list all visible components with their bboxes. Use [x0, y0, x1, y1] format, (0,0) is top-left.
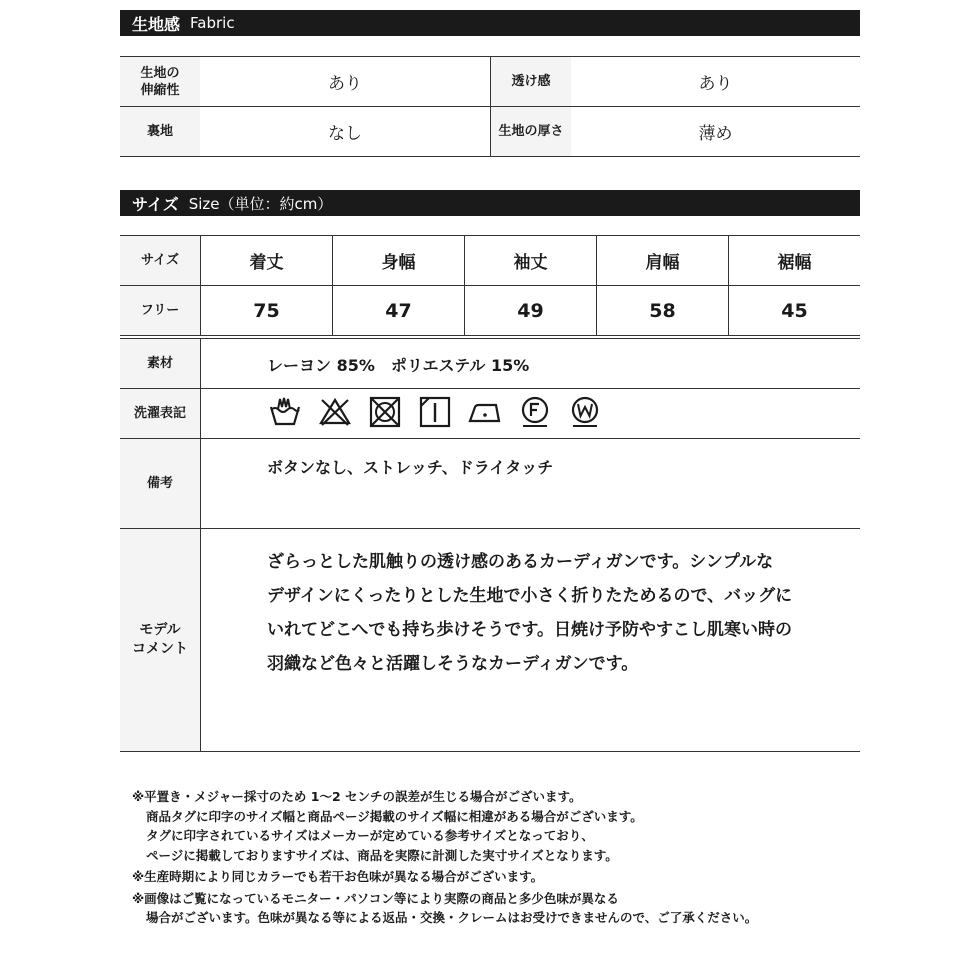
- size-value-width: 47: [385, 299, 412, 322]
- sheerness-value: あり: [698, 74, 733, 94]
- stretch-value: あり: [328, 74, 362, 94]
- disclaimer-line: ※生産時期により同じカラーでも若干お色味が異なる場合がございます。: [132, 869, 544, 884]
- size-title-en: Size（単位：約cm）: [188, 194, 333, 213]
- size-col-hem: 裾幅: [777, 253, 812, 273]
- size-col-length: 着丈: [249, 253, 284, 273]
- disclaimer-line: ※平置き・メジャー採寸のため 1〜2 センチの誤差が生じる場合がございます。: [132, 789, 582, 804]
- comment-line: いれてどこへでも持ち歩けそうです。日焼け予防やすこし肌寒い時の: [267, 620, 792, 640]
- no-bleach-icon: [318, 395, 352, 429]
- notes-label: 備考: [120, 439, 200, 528]
- disclaimer-line: タグに印字されているサイズはメーカーが定めている参考サイズとなっており、: [146, 828, 594, 843]
- comment-line: ざらっとした肌触りの透け感のあるカーディガンです。シンプルな: [267, 552, 774, 572]
- size-col-sleeve: 袖丈: [513, 253, 548, 273]
- sheerness-label: 透け感: [491, 57, 571, 106]
- hand-wash-icon: [268, 395, 302, 429]
- size-col-width: 身幅: [381, 253, 416, 273]
- notes-value: ボタンなし、ストレッチ、ドライタッチ: [267, 458, 554, 477]
- size-col-shoulder: 肩幅: [645, 253, 680, 273]
- disclaimer-line: ページに掲載しておりますサイズは、商品を実際に計測した実寸サイズとなります。: [146, 847, 618, 863]
- disclaimer-line: 場合がございます。色味が異なる等による返品・交換・クレームはお受けできませんので、ご了承ください。: [146, 910, 758, 925]
- line-dry-shade-icon: [418, 395, 452, 429]
- wet-clean-w-icon: [568, 395, 602, 429]
- size-row-label: フリー: [120, 286, 200, 335]
- no-tumble-dry-icon: [368, 395, 402, 429]
- iron-low-icon: [468, 395, 502, 429]
- material-value: レーヨン 85% ポリエステル 15%: [267, 356, 530, 375]
- lining-value: なし: [328, 124, 362, 144]
- comment-line: デザインにくったりとした生地で小さく折りたためるので、バッグに: [267, 586, 793, 606]
- disclaimer-notes: [132, 787, 757, 928]
- care-label: 洗濯表記: [120, 389, 200, 438]
- fabric-section-header: [120, 10, 860, 36]
- disclaimer-line: ※画像はご覧になっているモニター・パソコン等により実際の商品と多少色味が異なる: [132, 890, 619, 906]
- dry-clean-f-icon: [518, 395, 552, 429]
- size-value-sleeve: 49: [517, 299, 544, 322]
- disclaimer-line: 商品タグに印字のサイズ幅と商品ページ掲載のサイズ幅に相違がある場合がございます。: [146, 808, 643, 824]
- model-comment: [267, 545, 792, 681]
- thickness-label: 生地の厚さ: [491, 107, 571, 156]
- thickness-value: 薄め: [698, 124, 733, 144]
- size-value-length: 75: [253, 299, 280, 322]
- stretch-label: 生地の 伸縮性: [120, 57, 200, 106]
- size-section-header: [120, 190, 860, 216]
- fabric-title-en: Fabric: [190, 14, 235, 32]
- fabric-title-jp: 生地感: [132, 14, 181, 34]
- comment-line: 羽織など色々と活躍しそうなカーディガンです。: [267, 654, 639, 674]
- lining-label: 裏地: [120, 107, 200, 156]
- material-label: 素材: [120, 339, 200, 388]
- size-header-label: サイズ: [120, 236, 200, 285]
- size-title-jp: サイズ: [132, 194, 179, 214]
- care-icons: [268, 395, 602, 429]
- model-comment-label: モデル コメント: [120, 529, 200, 751]
- size-value-shoulder: 58: [649, 299, 676, 322]
- size-value-hem: 45: [781, 299, 808, 322]
